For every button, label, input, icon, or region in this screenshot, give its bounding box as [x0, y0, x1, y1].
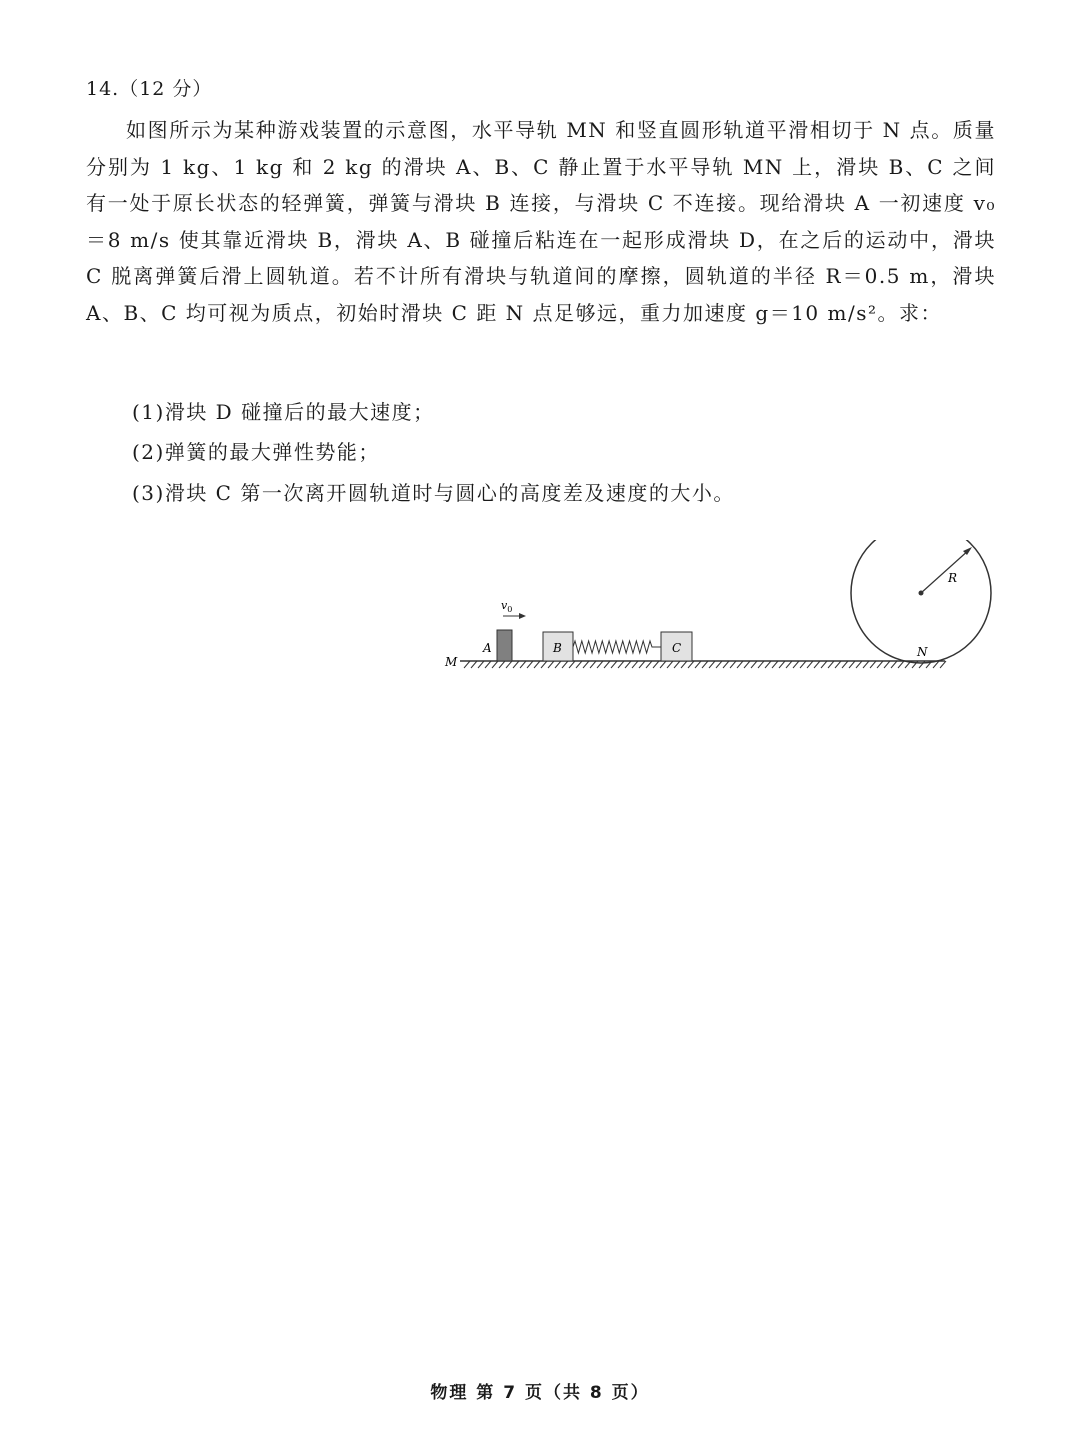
radius-label: R	[948, 571, 958, 585]
hatch-mark	[667, 661, 673, 668]
hatch-mark	[744, 661, 750, 668]
hatch-mark	[828, 661, 834, 668]
hatch-mark	[660, 661, 666, 668]
hatch-mark	[835, 661, 841, 668]
hatch-mark	[541, 661, 547, 668]
block-a-label: A	[483, 641, 492, 655]
hatch-mark	[499, 661, 505, 668]
hatch-mark	[478, 661, 484, 668]
hatch-mark	[562, 661, 568, 668]
hatch-mark	[604, 661, 610, 668]
hatch-mark	[534, 661, 540, 668]
hatch-mark	[940, 661, 946, 668]
hatch-mark	[576, 661, 582, 668]
hatch-mark	[569, 661, 575, 668]
hatch-mark	[898, 661, 904, 668]
hatch-mark	[723, 661, 729, 668]
track-diagram	[430, 540, 1010, 690]
question-number: 14.（12 分）	[86, 78, 213, 100]
hatch-mark	[779, 661, 785, 668]
hatch-mark	[688, 661, 694, 668]
hatch-mark	[793, 661, 799, 668]
hatch-mark	[492, 661, 498, 668]
hatch-mark	[821, 661, 827, 668]
hatch-mark	[751, 661, 757, 668]
block-c-label: C	[672, 641, 682, 655]
hatch-mark	[758, 661, 764, 668]
block-b-label: B	[553, 641, 562, 655]
hatch-mark	[653, 661, 659, 668]
hatch-mark	[884, 661, 890, 668]
hatch-mark	[548, 661, 554, 668]
hatch-mark	[471, 661, 477, 668]
hatch-mark	[863, 661, 869, 668]
hatch-mark	[520, 661, 526, 668]
hatch-mark	[555, 661, 561, 668]
hatch-mark	[702, 661, 708, 668]
hatch-mark	[583, 661, 589, 668]
hatch-mark	[856, 661, 862, 668]
hatch-mark	[611, 661, 617, 668]
hatch-mark	[527, 661, 533, 668]
ground-hatch	[464, 661, 946, 668]
point-n-label: N	[917, 645, 928, 659]
hatch-mark	[765, 661, 771, 668]
page-footer: 物理 第 7 页（共 8 页）	[430, 1383, 650, 1403]
hatch-mark	[639, 661, 645, 668]
hatch-mark	[632, 661, 638, 668]
hatch-mark	[464, 661, 470, 668]
hatch-mark	[674, 661, 680, 668]
hatch-mark	[506, 661, 512, 668]
hatch-mark	[716, 661, 722, 668]
hatch-mark	[772, 661, 778, 668]
hatch-mark	[737, 661, 743, 668]
hatch-mark	[919, 661, 925, 668]
spring	[573, 641, 661, 653]
hatch-mark	[814, 661, 820, 668]
radius-line	[921, 549, 970, 593]
hatch-mark	[877, 661, 883, 668]
sub-question-1: (1)滑块 D 碰撞后的最大速度；	[132, 400, 435, 424]
hatch-mark	[730, 661, 736, 668]
hatch-mark	[597, 661, 603, 668]
hatch-mark	[807, 661, 813, 668]
velocity-arrowhead	[519, 613, 526, 619]
hatch-mark	[849, 661, 855, 668]
hatch-mark	[786, 661, 792, 668]
hatch-mark	[842, 661, 848, 668]
sub-question-2: (2)弹簧的最大弹性势能；	[132, 440, 380, 464]
hatch-mark	[870, 661, 876, 668]
sub-question-3: (3)滑块 C 第一次离开圆轨道时与圆心的高度差及速度的大小。	[132, 481, 735, 505]
hatch-mark	[681, 661, 687, 668]
point-m-label: M	[445, 655, 458, 669]
question-body: 如图所示为某种游戏装置的示意图，水平导轨 MN 和竖直圆形轨道平滑相切于 N 点。质量分别为 1 kg、1 kg 和 2 kg 的滑块 A、B、C 静止置于水平导轨 MN 上，滑块 B、C 之间有一处于原长状态的轻弹簧，弹簧与滑块 B 连接，与滑块 C 不连接。现给滑块 A 一初速度 v₀＝8 m/s 使其靠近滑块 B，滑块 A、B 碰撞后粘连在一起形成滑块 D，在之后的运动中，滑块 C 脱离弹簧后滑上圆轨道。若不计所有滑块与轨道间的摩擦，圆轨道的半径 R＝0.5 m，滑块 A、B、C 均可视为质点，初始时滑块 C 距 N 点足够远，重力加速度 g＝10 m/s²。求：	[86, 118, 996, 325]
hatch-mark	[695, 661, 701, 668]
hatch-mark	[485, 661, 491, 668]
hatch-mark	[709, 661, 715, 668]
velocity-label: $v_0$	[501, 599, 513, 614]
hatch-mark	[625, 661, 631, 668]
hatch-mark	[513, 661, 519, 668]
hatch-mark	[646, 661, 652, 668]
hatch-mark	[891, 661, 897, 668]
hatch-mark	[800, 661, 806, 668]
hatch-mark	[590, 661, 596, 668]
hatch-mark	[618, 661, 624, 668]
block-a	[497, 630, 512, 661]
